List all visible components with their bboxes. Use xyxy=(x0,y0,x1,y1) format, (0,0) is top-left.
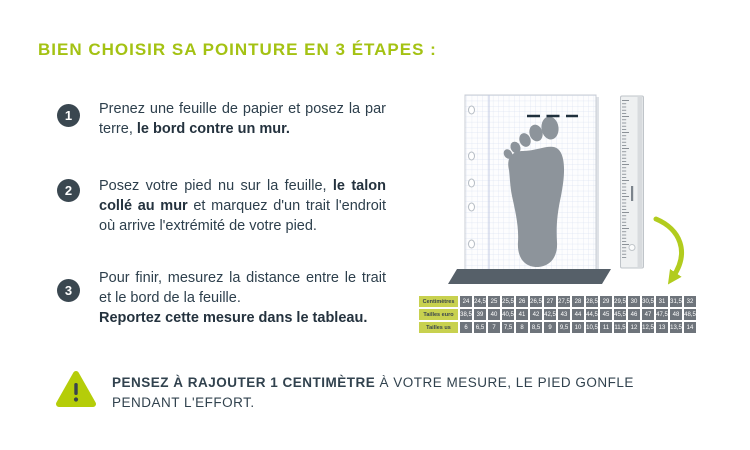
ruler-hole xyxy=(629,245,635,251)
size-cell: 42,5 xyxy=(544,309,556,320)
size-cell: 6,5 xyxy=(474,322,486,333)
size-cell: 47 xyxy=(642,309,654,320)
size-cell: 24,5 xyxy=(474,296,486,307)
step-1-part1: Prenez une feuille de papier et posez la par terre, xyxy=(99,101,386,137)
step-2-text xyxy=(99,176,386,236)
size-cell: 7,5 xyxy=(502,322,514,333)
size-cell: 11 xyxy=(600,322,612,333)
size-cell: 12 xyxy=(628,322,640,333)
warning-bold: PENSEZ À RAJOUTER 1 CENTIMÈTRE xyxy=(112,375,376,390)
step-2-bold: le talon collé au mur xyxy=(99,178,386,214)
size-cell: 10,5 xyxy=(586,322,598,333)
warning-text xyxy=(112,373,652,413)
step-1-badge: 1 xyxy=(57,104,80,127)
ruler-brand-mark xyxy=(631,186,633,201)
size-cell: 26 xyxy=(516,296,528,307)
size-cell: 46 xyxy=(628,309,640,320)
size-cell: 12,5 xyxy=(642,322,654,333)
table-row-eu-sizes xyxy=(419,309,696,320)
size-cell: 45,5 xyxy=(614,309,626,320)
exclamation-triangle-icon xyxy=(55,370,97,412)
size-cell: 13,5 xyxy=(670,322,682,333)
ruler xyxy=(621,96,644,268)
step-3-text xyxy=(99,268,386,328)
step-1-text xyxy=(99,99,386,139)
size-cell: 48 xyxy=(670,309,682,320)
size-cell: 11,5 xyxy=(614,322,626,333)
size-cell: 8 xyxy=(516,322,528,333)
table-row-us-sizes xyxy=(419,322,696,333)
size-cell: 27,5 xyxy=(558,296,570,307)
size-cell: 48,5 xyxy=(684,309,696,320)
size-cell: 43 xyxy=(558,309,570,320)
foot-measure-illustration xyxy=(440,85,700,297)
row-label: Tailles euro xyxy=(419,309,458,320)
size-cell: 45 xyxy=(600,309,612,320)
warning-rest: À VOTRE MESURE, LE PIED GONFLE PENDANT L'EFFORT. xyxy=(112,375,634,410)
step-2-badge: 2 xyxy=(57,179,80,202)
size-cell: 27 xyxy=(544,296,556,307)
step-1-bold: le bord contre un mur. xyxy=(136,121,290,137)
size-cell: 29 xyxy=(600,296,612,307)
size-cell: 44,5 xyxy=(586,309,598,320)
size-cell: 8,5 xyxy=(530,322,542,333)
size-cell: 6 xyxy=(460,322,472,333)
size-cell: 24 xyxy=(460,296,472,307)
page-title: BIEN CHOISIR SA POINTURE EN 3 ÉTAPES : xyxy=(38,40,437,59)
step-3-part1: Pour finir, mesurez la distance entre le trait et le bord de la feuille. xyxy=(99,270,386,306)
size-cell: 29,5 xyxy=(614,296,626,307)
step-3-badge: 3 xyxy=(57,279,80,302)
size-cell: 31,5 xyxy=(670,296,682,307)
size-cell: 25,5 xyxy=(502,296,514,307)
size-conversion-table xyxy=(419,296,696,335)
size-cell: 30 xyxy=(628,296,640,307)
step-2-part1: Posez votre pied nu sur la feuille, xyxy=(99,178,333,194)
size-cell: 31 xyxy=(656,296,668,307)
step-2-part2: et marquez d'un trait l'endroit où arrive l'extrémité de votre pied. xyxy=(99,198,387,234)
size-cell: 42 xyxy=(530,309,542,320)
size-cell: 9 xyxy=(544,322,556,333)
curved-arrow-down-icon xyxy=(656,219,681,277)
row-values xyxy=(460,296,696,307)
size-cell: 26,5 xyxy=(530,296,542,307)
row-values xyxy=(460,309,696,320)
step-3-bold-line: Reportez cette mesure dans le tableau. xyxy=(99,310,368,326)
size-cell: 41 xyxy=(516,309,528,320)
table-row-centimeters xyxy=(419,296,696,307)
size-cell: 28 xyxy=(572,296,584,307)
size-cell: 39 xyxy=(474,309,486,320)
row-label: Tailles us xyxy=(419,322,458,333)
size-cell: 14 xyxy=(684,322,696,333)
size-cell: 28,5 xyxy=(586,296,598,307)
size-cell: 32 xyxy=(684,296,696,307)
size-cell: 47,5 xyxy=(656,309,668,320)
row-label: Centimètres xyxy=(419,296,458,307)
baseboard xyxy=(448,269,611,284)
size-cell: 10 xyxy=(572,322,584,333)
size-cell: 25 xyxy=(488,296,500,307)
size-cell: 30,5 xyxy=(642,296,654,307)
size-cell: 44 xyxy=(572,309,584,320)
size-cell: 9,5 xyxy=(558,322,570,333)
size-cell: 40 xyxy=(488,309,500,320)
size-cell: 38,5 xyxy=(460,309,472,320)
size-cell: 13 xyxy=(656,322,668,333)
size-cell: 40,5 xyxy=(502,309,514,320)
size-cell: 7 xyxy=(488,322,500,333)
row-values xyxy=(460,322,696,333)
